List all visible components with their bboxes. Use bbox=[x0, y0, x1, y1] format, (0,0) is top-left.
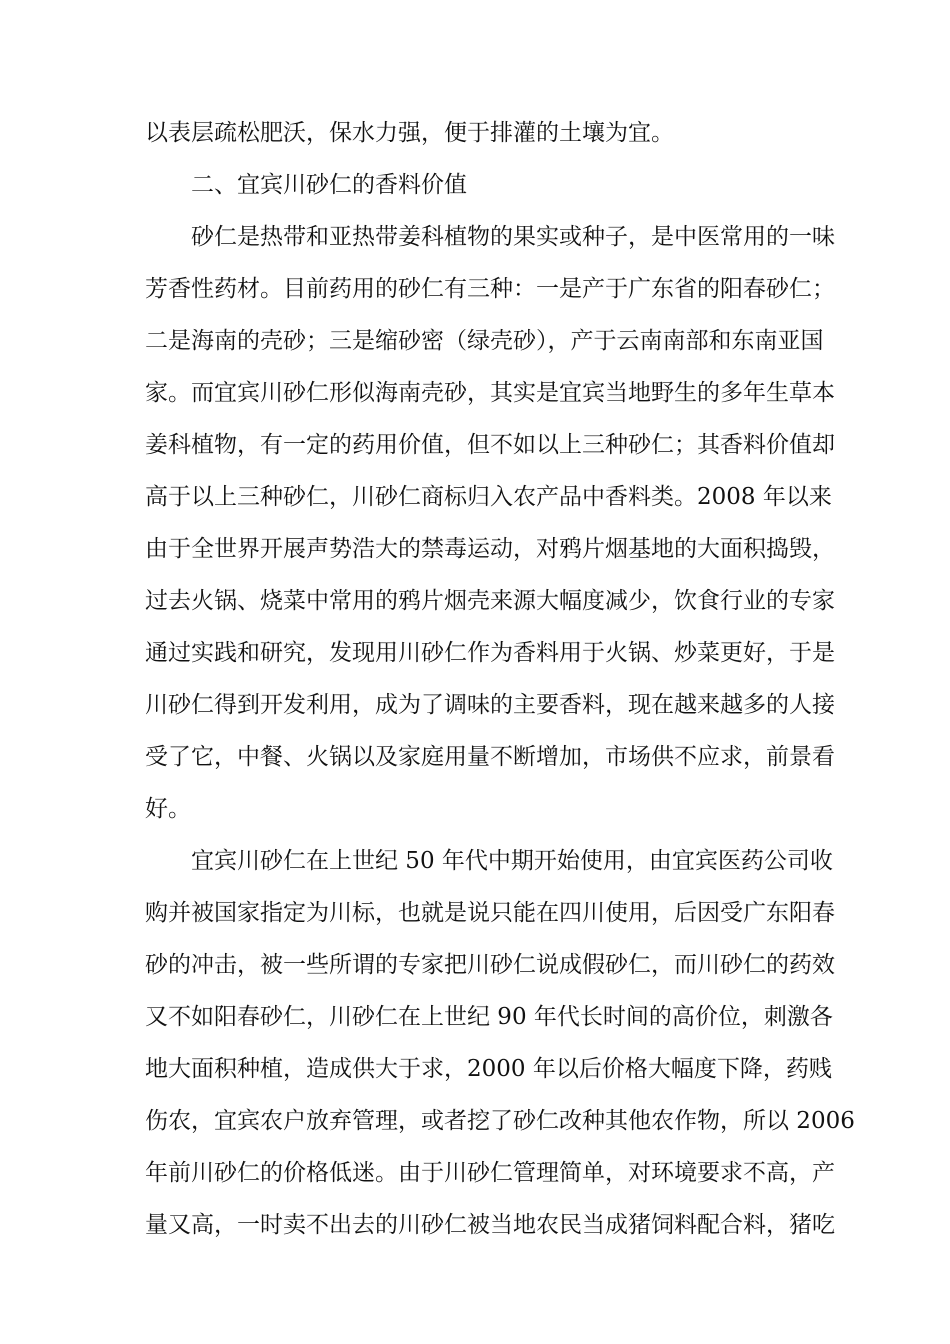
text-line: 通过实践和研究，发现用川砂仁作为香料用于火锅、炒菜更好，于是 bbox=[145, 640, 835, 666]
text-line: 由于全世界开展声势浩大的禁毒运动，对鸦片烟基地的大面积捣毁， bbox=[145, 536, 835, 562]
text-line: 家。而宜宾川砂仁形似海南壳砂，其实是宜宾当地野生的多年生草本 bbox=[145, 380, 835, 406]
text-line: 砂的冲击，被一些所谓的专家把川砂仁说成假砂仁，而川砂仁的药效 bbox=[145, 952, 835, 978]
text-line: 量又高，一时卖不出去的川砂仁被当地农民当成猪饲料配合料，猪吃 bbox=[145, 1212, 835, 1238]
text-line: 姜科植物，有一定的药用价值，但不如以上三种砂仁；其香料价值却 bbox=[145, 432, 835, 458]
section-heading: 二、宜宾川砂仁的香料价值 bbox=[191, 172, 467, 198]
text-line: 地大面积种植，造成供大于求，2000 年以后价格大幅度下降，药贱 bbox=[145, 1056, 832, 1082]
text-line: 川砂仁得到开发利用，成为了调味的主要香料，现在越来越多的人接 bbox=[145, 692, 835, 718]
text-line: 砂仁是热带和亚热带姜科植物的果实或种子，是中医常用的一味 bbox=[191, 224, 835, 250]
text-line: 以表层疏松肥沃，保水力强，便于排灌的土壤为宜。 bbox=[145, 120, 674, 146]
text-line: 伤农，宜宾农户放弃管理，或者挖了砂仁改种其他农作物，所以 2006 bbox=[145, 1108, 855, 1134]
text-line: 过去火锅、烧菜中常用的鸦片烟壳来源大幅度减少，饮食行业的专家 bbox=[145, 588, 835, 614]
text-line: 又不如阳春砂仁，川砂仁在上世纪 90 年代长时间的高价位，刺激各 bbox=[145, 1004, 833, 1030]
text-line: 年前川砂仁的价格低迷。由于川砂仁管理简单，对环境要求不高，产 bbox=[145, 1160, 835, 1186]
text-line: 宜宾川砂仁在上世纪 50 年代中期开始使用，由宜宾医药公司收 bbox=[191, 848, 833, 874]
text-line: 高于以上三种砂仁，川砂仁商标归入农产品中香料类。2008 年以来 bbox=[145, 484, 832, 510]
text-line: 芳香性药材。目前药用的砂仁有三种：一是产于广东省的阳春砂仁； bbox=[145, 276, 835, 302]
text-line: 购并被国家指定为川标，也就是说只能在四川使用，后因受广东阳春 bbox=[145, 900, 835, 926]
text-line: 二是海南的壳砂；三是缩砂密（绿壳砂），产于云南南部和东南亚国 bbox=[145, 328, 824, 354]
text-line: 好。 bbox=[145, 796, 191, 822]
text-line: 受了它，中餐、火锅以及家庭用量不断增加，市场供不应求，前景看 bbox=[145, 744, 835, 770]
